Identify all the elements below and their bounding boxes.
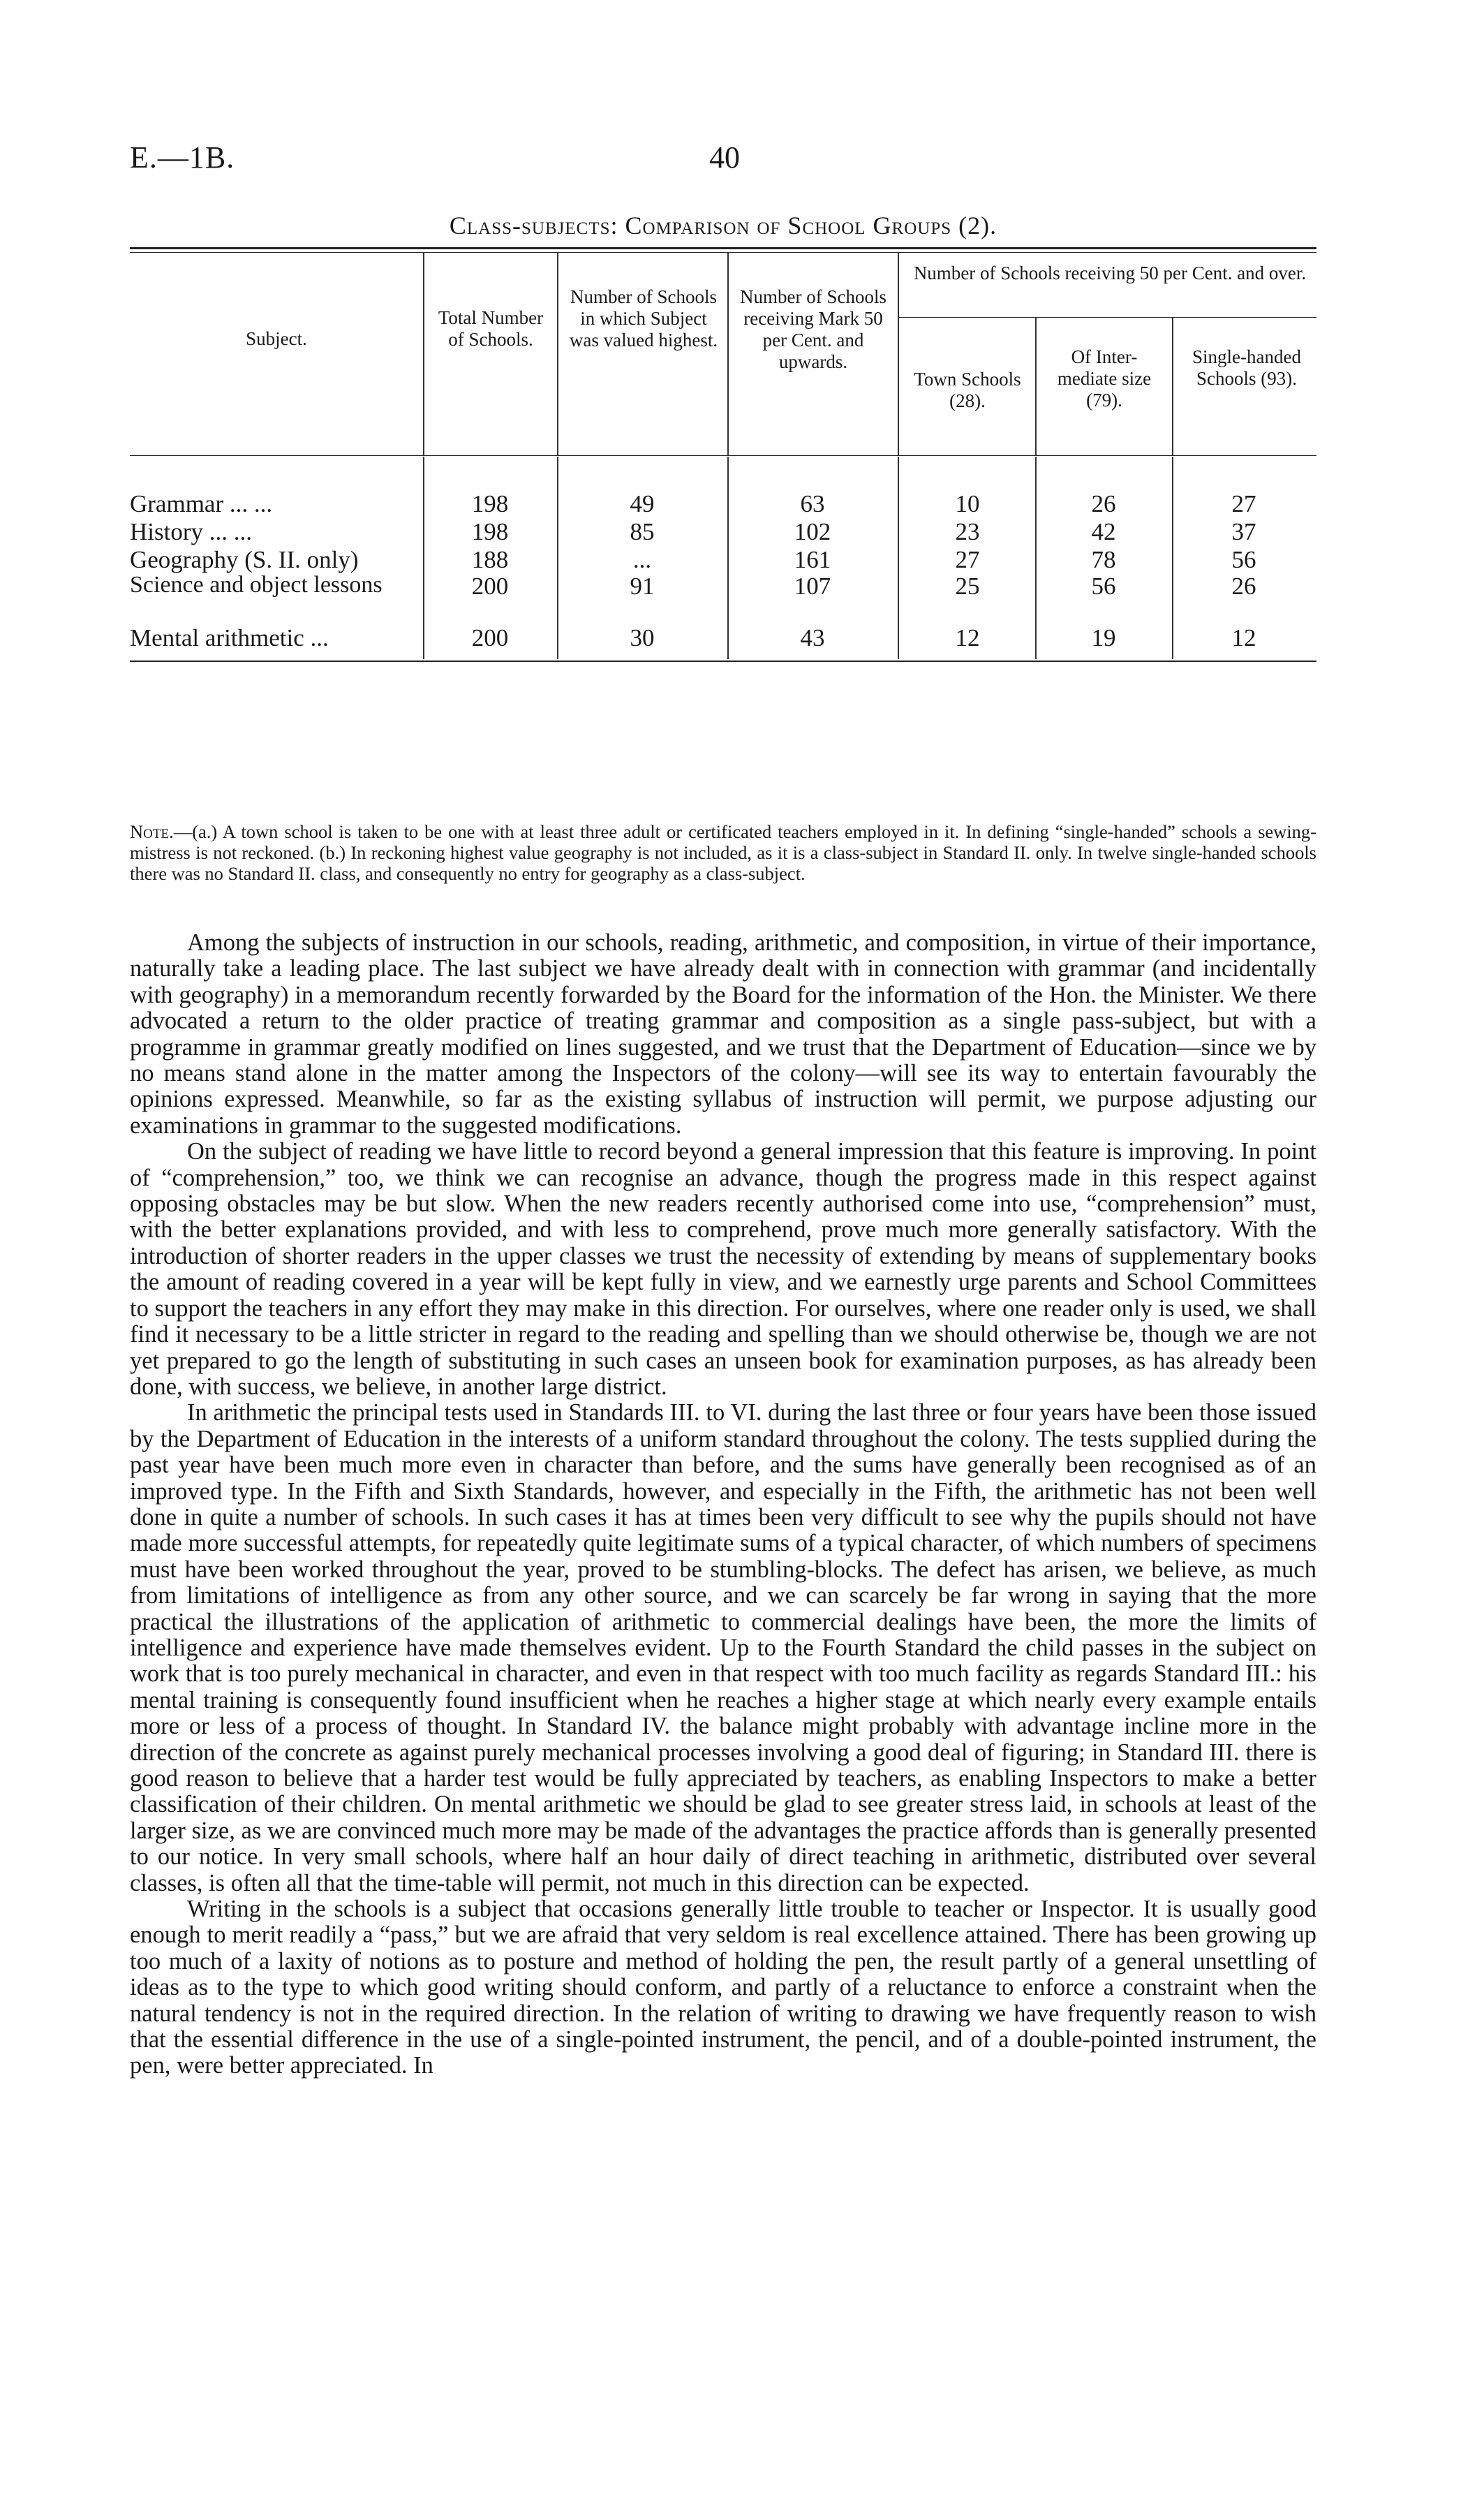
column-divider — [1172, 317, 1173, 455]
row-subject: Science and object lessons — [130, 572, 383, 598]
column-divider — [898, 457, 899, 659]
column-divider — [423, 457, 424, 659]
cell-intermediate: 19 — [1091, 624, 1116, 651]
cell-highest: 91 — [630, 573, 655, 600]
column-divider — [1035, 317, 1037, 455]
cell-highest: ... — [632, 546, 652, 573]
column-divider — [1172, 457, 1173, 659]
paragraph-reading: On the subject of reading we have little to record beyond a general impression that this feature is improving. In point of “comprehension,” too, we think we can recognise an advance, though the progress made in this respect against opposing obstacles may be but slow. When the new readers recently authorised come into use, “comprehension” must, with the better explanations provided, and with less to comprehend, prove much more generally satisfactory. With the introduction of shorter readers in the upper classes we trust the necessity of extending by means of supplementary books the amount of reading covered in a year will be kept fully in view, and we earnestly urge parents and School Committees to support the teachers in any effort they may make in this direction. For ourselves, where one reader only is used, we shall find it necessary to be a little stricter in regard to the reading and spelling than we should otherwise be, though we are not yet prepared to go the length of substituting in such cases an unseen book for examination purposes, as has already been done, with success, we believe, in another large district. — [130, 1138, 1316, 1400]
header-total: Total Number of Schools. — [438, 307, 544, 350]
header-fifty: Number of Schools receiving Mark 50 per Cent. and upwards. — [740, 286, 886, 372]
header-single: Single-handed Schools (93). — [1192, 346, 1301, 389]
table-bottom-rule — [130, 661, 1316, 662]
body-text — [130, 930, 1316, 2079]
page — [130, 133, 1316, 2079]
cell-single: 56 — [1231, 546, 1256, 573]
row-subject: Mental arithmetic ... — [130, 624, 329, 651]
row-subject: Grammar ... ... — [130, 490, 273, 517]
group-header-rule — [898, 317, 1316, 318]
column-divider — [557, 253, 558, 455]
header-highest: Number of Schools in which Subject was valued highest. — [569, 286, 718, 351]
cell-intermediate: 42 — [1091, 518, 1116, 545]
page-header — [130, 133, 1316, 196]
comparison-table — [130, 247, 1316, 806]
document-reference: E.—1B. — [130, 140, 235, 175]
cell-town: 25 — [955, 573, 980, 600]
cell-total: 188 — [471, 546, 509, 573]
cell-total: 200 — [471, 624, 509, 651]
column-divider — [727, 253, 729, 455]
cell-single: 12 — [1231, 624, 1256, 651]
table-top-rule — [130, 247, 1316, 249]
header-bottom-rule — [130, 455, 1316, 456]
cell-single: 27 — [1231, 490, 1256, 517]
cell-fifty: 161 — [794, 546, 831, 573]
paragraph-composition: Among the subjects of instruction in our schools, reading, arithmetic, and composition, in virtue of their importance, naturally take a leading place. The last subject we have already dealt with in connection with grammar (and incidentally with geography) in a memorandum recently forwarded by the Board for the information of the Hon. the Minister. We there advocated a return to the older practice of treating grammar and composition as a single pass-subject, but with a programme in grammar greatly modified on lines suggested, and we trust that the Department of Education—since we by no means stand alone in the matter among the Inspectors of the colony—will see its way to entertain favourably the opinions expressed. Meanwhile, so far as the existing syllabus of instruction will permit, we purpose adjusting our examinations in grammar to the suggested modifications. — [130, 929, 1316, 1139]
column-divider — [898, 253, 899, 455]
table-top-rule-2 — [130, 252, 1316, 253]
cell-highest: 49 — [630, 490, 655, 517]
table-note — [130, 821, 1316, 884]
cell-fifty: 43 — [800, 624, 825, 651]
cell-town: 12 — [955, 624, 980, 651]
cell-highest: 30 — [630, 624, 655, 651]
header-group: Number of Schools receiving 50 per Cent. and over. — [913, 263, 1307, 283]
header-subject: Subject. — [246, 328, 307, 349]
page-number: 40 — [709, 140, 740, 175]
cell-town: 27 — [955, 546, 980, 573]
cell-total: 198 — [471, 518, 509, 545]
header-intermediate: Of Inter-mediate size (79). — [1057, 346, 1152, 411]
row-subject: History ... ... — [130, 518, 252, 545]
cell-total: 198 — [471, 490, 509, 517]
row-subject: Geography (S. II. only) — [130, 546, 359, 573]
cell-fifty: 107 — [794, 573, 831, 600]
column-divider — [557, 457, 558, 659]
note-heading: Note.— — [130, 821, 193, 842]
cell-fifty: 63 — [800, 490, 825, 517]
header-town: Town Schools (28). — [914, 369, 1021, 411]
cell-intermediate: 56 — [1091, 573, 1116, 600]
cell-intermediate: 26 — [1091, 490, 1116, 517]
cell-town: 10 — [955, 490, 980, 517]
cell-town: 23 — [955, 518, 980, 545]
cell-fifty: 102 — [794, 518, 831, 545]
cell-single: 37 — [1231, 518, 1256, 545]
column-divider — [727, 457, 729, 659]
cell-single: 26 — [1231, 573, 1256, 600]
table-title: Class-subjects: Comparison of School Groups (2). — [449, 212, 997, 239]
paragraph-arithmetic: In arithmetic the principal tests used in Standards III. to VI. during the last three or four years have been those issued by the Department of Education in the interests of a uniform standard throughout the colony. The tests supplied during the past year have been much more even in character than before, and the sums have generally been recognised as of an improved type. In the Fifth and Sixth Standards, however, and especially in the Fifth, the arithmetic has not been well done in quite a number of schools. In such cases it has at times been very difficult to see why the pupils should not have made more successful attempts, for repeatedly quite legitimate sums of a typical character, of which numbers of specimens must have been worked throughout the year, proved to be stumbling-blocks. The defect has arisen, we believe, as much from limitations of intelligence as from any other source, and we can scarcely be far wrong in saying that the more practical the illustrations of the application of arithmetic to commercial dealings have been, the more the limits of intelligence and experience have made themselves evident. Up to the Fourth Standard the child passes in the subject on work that is too purely mechanical in character, and even in that respect with too much facility as regards Standard III.: his mental training is consequently found insufficient when he reaches a higher stage at which nearly every example entails more or less of a process of thought. In Standard IV. the balance might probably with advantage incline more in the direction of the concrete as against purely mechanical processes involving a good deal of figuring; in Standard III. there is good reason to believe that a harder test would be fully appreciated by teachers, as enabling Inspectors to make a better classification of their children. On mental arithmetic we should be glad to see greater stress laid, in schools at least of the larger size, as we are convinced much more may be made of the advantages the practice affords than is generally presented to our notice. In very small schools, where half an hour daily of direct teaching in arithmetic, distributed over several classes, is often all that the time-table will permit, not much in this direction can be expected. — [130, 1399, 1316, 1896]
cell-highest: 85 — [630, 518, 655, 545]
column-divider — [423, 253, 424, 455]
paragraph-writing: Writing in the schools is a subject that occasions generally little trouble to teacher or Inspector. It is usually good enough to merit readily a “pass,” but we are afraid that very seldom is real excellence attained. There has been growing up too much of a laxity of notions as to posture and method of holding the pen, the result partly of a general unsettling of ideas as to the type to which good writing should conform, and partly of a reluctance to enforce a constraint when the natural tendency is not in the required direction. In the relation of writing to drawing we have frequently reason to wish that the essential difference in the use of a single-pointed instrument, the pencil, and of a double-pointed instrument, the pen, were better appreciated. In — [130, 1896, 1316, 2079]
note-text: (a.) A town school is taken to be one with at least three adult or certificated teachers employed in it. In defining “single-handed” schools a sewing-mistress is not reckoned. (b.) In reckoning highest value geography is not included, as it is a class-subject in Standard II. only. In twelve single-handed schools there was no Standard II. class, and consequently no entry for geography as a class-subject. — [130, 821, 1316, 884]
cell-total: 200 — [471, 573, 509, 600]
column-divider — [1035, 457, 1037, 659]
cell-intermediate: 78 — [1091, 546, 1116, 573]
